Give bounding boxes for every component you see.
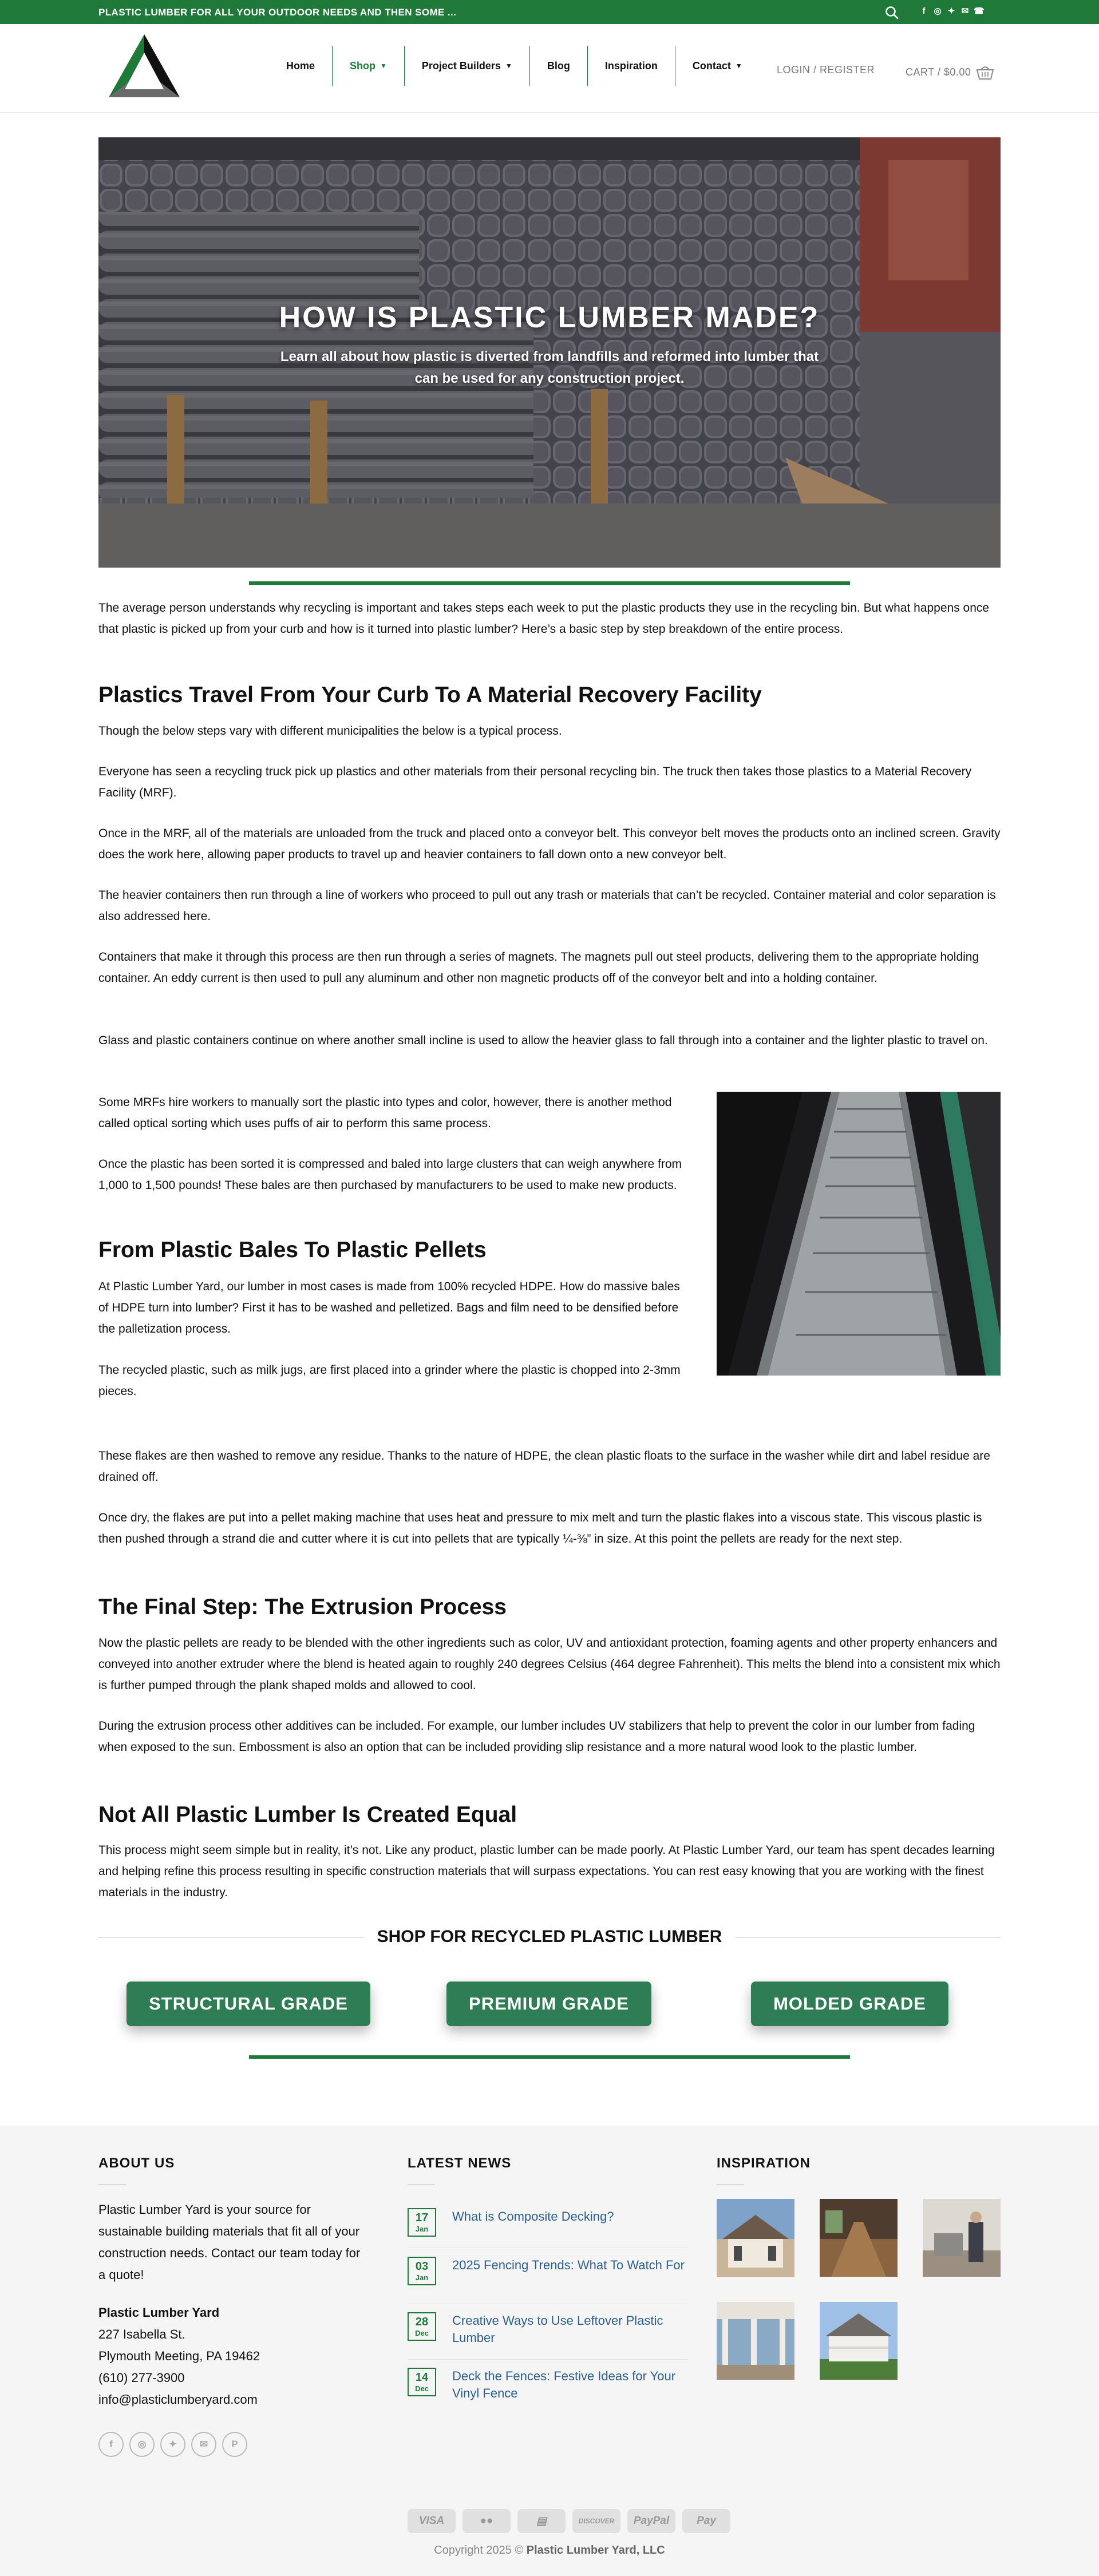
heading-equal: Not All Plastic Lumber Is Created Equal xyxy=(98,1802,517,1827)
paragraph: Some MRFs hire workers to manually sort the plastic into types and color, however, there is another method called optical sorting which uses puffs of air to perform this same process. xyxy=(98,1096,672,1130)
news-link[interactable]: Deck the Fences: Festive Ideas for Your Vinyl Fence xyxy=(452,2369,676,2400)
inspiration-thumbnail[interactable] xyxy=(923,2199,1001,2277)
chevron-down-icon: ▼ xyxy=(505,62,512,70)
amex-icon: ▤ xyxy=(517,2509,566,2533)
discover-icon: DISCOVER xyxy=(572,2509,620,2533)
pinterest-icon[interactable]: P xyxy=(222,2432,247,2457)
nav-blog[interactable]: Blog xyxy=(529,46,587,86)
login-register-link[interactable]: LOGIN / REGISTER xyxy=(777,64,875,76)
site-header xyxy=(0,24,1099,113)
phone[interactable]: (610) 277-3900 xyxy=(98,2371,185,2385)
news-link[interactable]: 2025 Fencing Trends: What To Watch For xyxy=(452,2258,685,2272)
divider xyxy=(408,2184,435,2185)
inspiration-thumbnail[interactable] xyxy=(820,2199,898,2277)
search-icon[interactable] xyxy=(884,5,899,20)
paragraph: Glass and plastic containers continue on where another small incline is used to allow the heavier glass to fall through into a container and the lighter plastic to travel on. xyxy=(98,1034,988,1047)
shop-title: SHOP FOR RECYCLED PLASTIC LUMBER xyxy=(0,1927,1099,1947)
date-badge: 28 Dec xyxy=(408,2312,436,2341)
company-name: Plastic Lumber Yard xyxy=(98,2305,220,2320)
news-title: LATEST NEWS xyxy=(408,2155,512,2171)
about-text: Plastic Lumber Yard is your source for sustainable building materials that fit all of your construction needs. Contact our team today for a quote! xyxy=(98,2202,361,2282)
heading-extrusion: The Final Step: The Extrusion Process xyxy=(98,1595,507,1619)
hero-title: HOW IS PLASTIC LUMBER MADE? xyxy=(279,301,820,334)
heading-pellets: From Plastic Bales To Plastic Pellets xyxy=(98,1238,487,1262)
top-bar-message: PLASTIC LUMBER FOR ALL YOUR OUTDOOR NEEDS AND THEN SOME ... xyxy=(98,7,457,18)
twitter-icon[interactable]: ✦ xyxy=(947,6,955,16)
paypal-icon: PayPal xyxy=(627,2509,675,2533)
paragraph: Once dry, the flakes are put into a pellet making machine that uses heat and pressure to mix melt and turn the plastic flakes into a viscous state. This viscous plastic is then pushed through a strand die and cutter where it is cut into pellets that are typically ¼-⅜” in size. At this point the pellets are ready for the next step. xyxy=(98,1511,982,1545)
hero-banner xyxy=(98,137,1001,568)
chevron-down-icon: ▼ xyxy=(735,62,742,70)
divider xyxy=(249,581,850,585)
address-block xyxy=(98,2302,362,2411)
paragraph: Once in the MRF, all of the materials are unloaded from the truck and placed onto a conveyor belt. This conveyor belt moves the products onto an inclined screen. Gravity does the work here, allowing paper products to travel up and heavier containers to fall down onto a new conveyor belt. xyxy=(98,827,1001,861)
divider xyxy=(408,2359,688,2360)
nav-home[interactable]: Home xyxy=(286,60,315,72)
facebook-icon[interactable]: f xyxy=(98,2432,124,2457)
structural-grade-button[interactable]: STRUCTURAL GRADE xyxy=(126,1981,370,2026)
heading-mrf: Plastics Travel From Your Curb To A Material Recovery Facility xyxy=(98,683,762,707)
paragraph: Everyone has seen a recycling truck pick up plastics and other materials from their personal recycling bin. The truck then takes those plastics to a Material Recovery Facility (MRF). xyxy=(98,765,972,799)
article-intro: The average person understands why recycling is important and takes steps each week to put the plastic products they use in the recycling bin. But what happens once that plastic is picked up from your curb and how is it turned into plastic lumber? Here’s a basic step by step breakdown of the entire process. xyxy=(98,601,990,636)
chevron-down-icon: ▼ xyxy=(380,62,387,70)
paragraph: Now the plastic pellets are ready to be blended with the other ingredients such as color, UV and antioxidant protection, foaming agents and other property enhancers and conveyed into another extruder where the blend is heated again to roughly 240 degrees Celsius (464 degree Fahrenheit). This melts the blend into a consistent mix which is further pumped through the plank shaped molds and allowed to cool. xyxy=(98,1636,1001,1692)
visa-icon: VISA xyxy=(408,2509,456,2533)
inspiration-thumbnail[interactable] xyxy=(717,2302,794,2380)
conveyor-belt-image xyxy=(717,1092,1001,1376)
paragraph: These flakes are then washed to remove any residue. Thanks to the nature of HDPE, the clean plastic floats to the surface in the washer while dirt and label residue are drained off. xyxy=(98,1449,990,1484)
divider xyxy=(98,2184,126,2185)
apple-pay-icon: Pay xyxy=(682,2509,730,2533)
payment-icons xyxy=(408,2509,730,2533)
nav-shop[interactable]: Shop ▼ xyxy=(332,46,404,86)
paragraph: During the extrusion process other additives can be included. For example, our lumber includes UV stabilizers that help to prevent the color in our lumber from fading when exposed to the sun. Embossment is also an option that can be included providing slip resistance and a more natural wood look to the plastic lumber. xyxy=(98,1719,975,1754)
nav-project-builders[interactable]: Project Builders ▼ xyxy=(404,46,529,86)
email-icon[interactable]: ✉ xyxy=(191,2432,216,2457)
paragraph: The heavier containers then run through a line of workers who proceed to pull out any trash or materials that can’t be recycled. Container material and color separation is also addressed here. xyxy=(98,889,996,923)
premium-grade-button[interactable]: PREMIUM GRADE xyxy=(446,1981,651,2026)
hero-subtitle: Learn all about how plastic is diverted from landfills and reformed into lumber that can be used for any construction project. xyxy=(280,349,819,386)
facebook-icon[interactable]: f xyxy=(922,6,926,16)
city: Plymouth Meeting, PA 19462 xyxy=(98,2349,260,2363)
paragraph: Though the below steps vary with different municipalities the below is a typical process. xyxy=(98,724,562,738)
twitter-icon[interactable]: ✦ xyxy=(160,2432,185,2457)
instagram-icon[interactable]: ◎ xyxy=(129,2432,155,2457)
paragraph: At Plastic Lumber Yard, our lumber in most cases is made from 100% recycled HDPE. How do massive bales of HDPE turn into lumber? First it has to be washed and pelletized. Bags and film need to be densified before the palletization process. xyxy=(98,1280,680,1335)
copyright: Copyright 2025 © Plastic Lumber Yard, LLC xyxy=(434,2544,665,2557)
date-badge: 14 Dec xyxy=(408,2368,436,2396)
cart-label: CART / $0.00 xyxy=(906,66,971,78)
basket-icon xyxy=(975,64,995,80)
logo[interactable] xyxy=(104,30,184,104)
email[interactable]: info@plasticlumberyard.com xyxy=(98,2392,258,2407)
street: 227 Isabella St. xyxy=(98,2327,185,2341)
paragraph: The recycled plastic, such as milk jugs, are first placed into a grinder where the plastic is chopped into 2-3mm pieces. xyxy=(98,1364,681,1398)
instagram-icon[interactable]: ◎ xyxy=(934,6,942,16)
main-nav xyxy=(269,56,760,96)
phone-icon[interactable]: ☎ xyxy=(974,6,985,16)
divider xyxy=(717,2184,744,2185)
news-link[interactable]: What is Composite Decking? xyxy=(452,2209,614,2224)
inspiration-thumbnail[interactable] xyxy=(717,2199,794,2277)
about-title: ABOUT US xyxy=(98,2155,175,2171)
cart-link[interactable] xyxy=(906,64,995,80)
news-link[interactable]: Creative Ways to Use Leftover Plastic Lumber xyxy=(452,2313,663,2345)
date-badge: 17 Jan xyxy=(408,2208,436,2237)
top-bar xyxy=(0,0,1099,24)
date-badge: 03 Jan xyxy=(408,2257,436,2285)
nav-contact[interactable]: Contact ▼ xyxy=(675,46,760,86)
paragraph: This process might seem simple but in reality, it’s not. Like any product, plastic lumber can be made poorly. At Plastic Lumber Yard, our team has spent decades learning and helping refine this process resulting in specific construction materials that will surpass expectations. You can rest easy knowing that you are working with the finest materials in the industry. xyxy=(98,1844,995,1899)
paragraph: Once the plastic has been sorted it is compressed and baled into large clusters that can weigh anywhere from 1,000 to 1,500 pounds! These bales are then purchased by manufacturers to be used to make new products. xyxy=(98,1158,682,1192)
email-icon[interactable]: ✉ xyxy=(961,6,969,16)
nav-inspiration[interactable]: Inspiration xyxy=(587,46,675,86)
inspiration-thumbnail[interactable] xyxy=(820,2302,898,2380)
molded-grade-button[interactable]: MOLDED GRADE xyxy=(751,1981,948,2026)
mastercard-icon: ●● xyxy=(462,2509,511,2533)
divider xyxy=(249,2055,850,2059)
paragraph: Containers that make it through this process are then run through a series of magnets. The magnets pull out steel products, delivering them to the appropriate holding container. An eddy current is then used to pull any aluminum and other non magnetic products off of the conveyor belt and into a holding container. xyxy=(98,950,979,985)
inspiration-title: INSPIRATION xyxy=(717,2155,811,2171)
